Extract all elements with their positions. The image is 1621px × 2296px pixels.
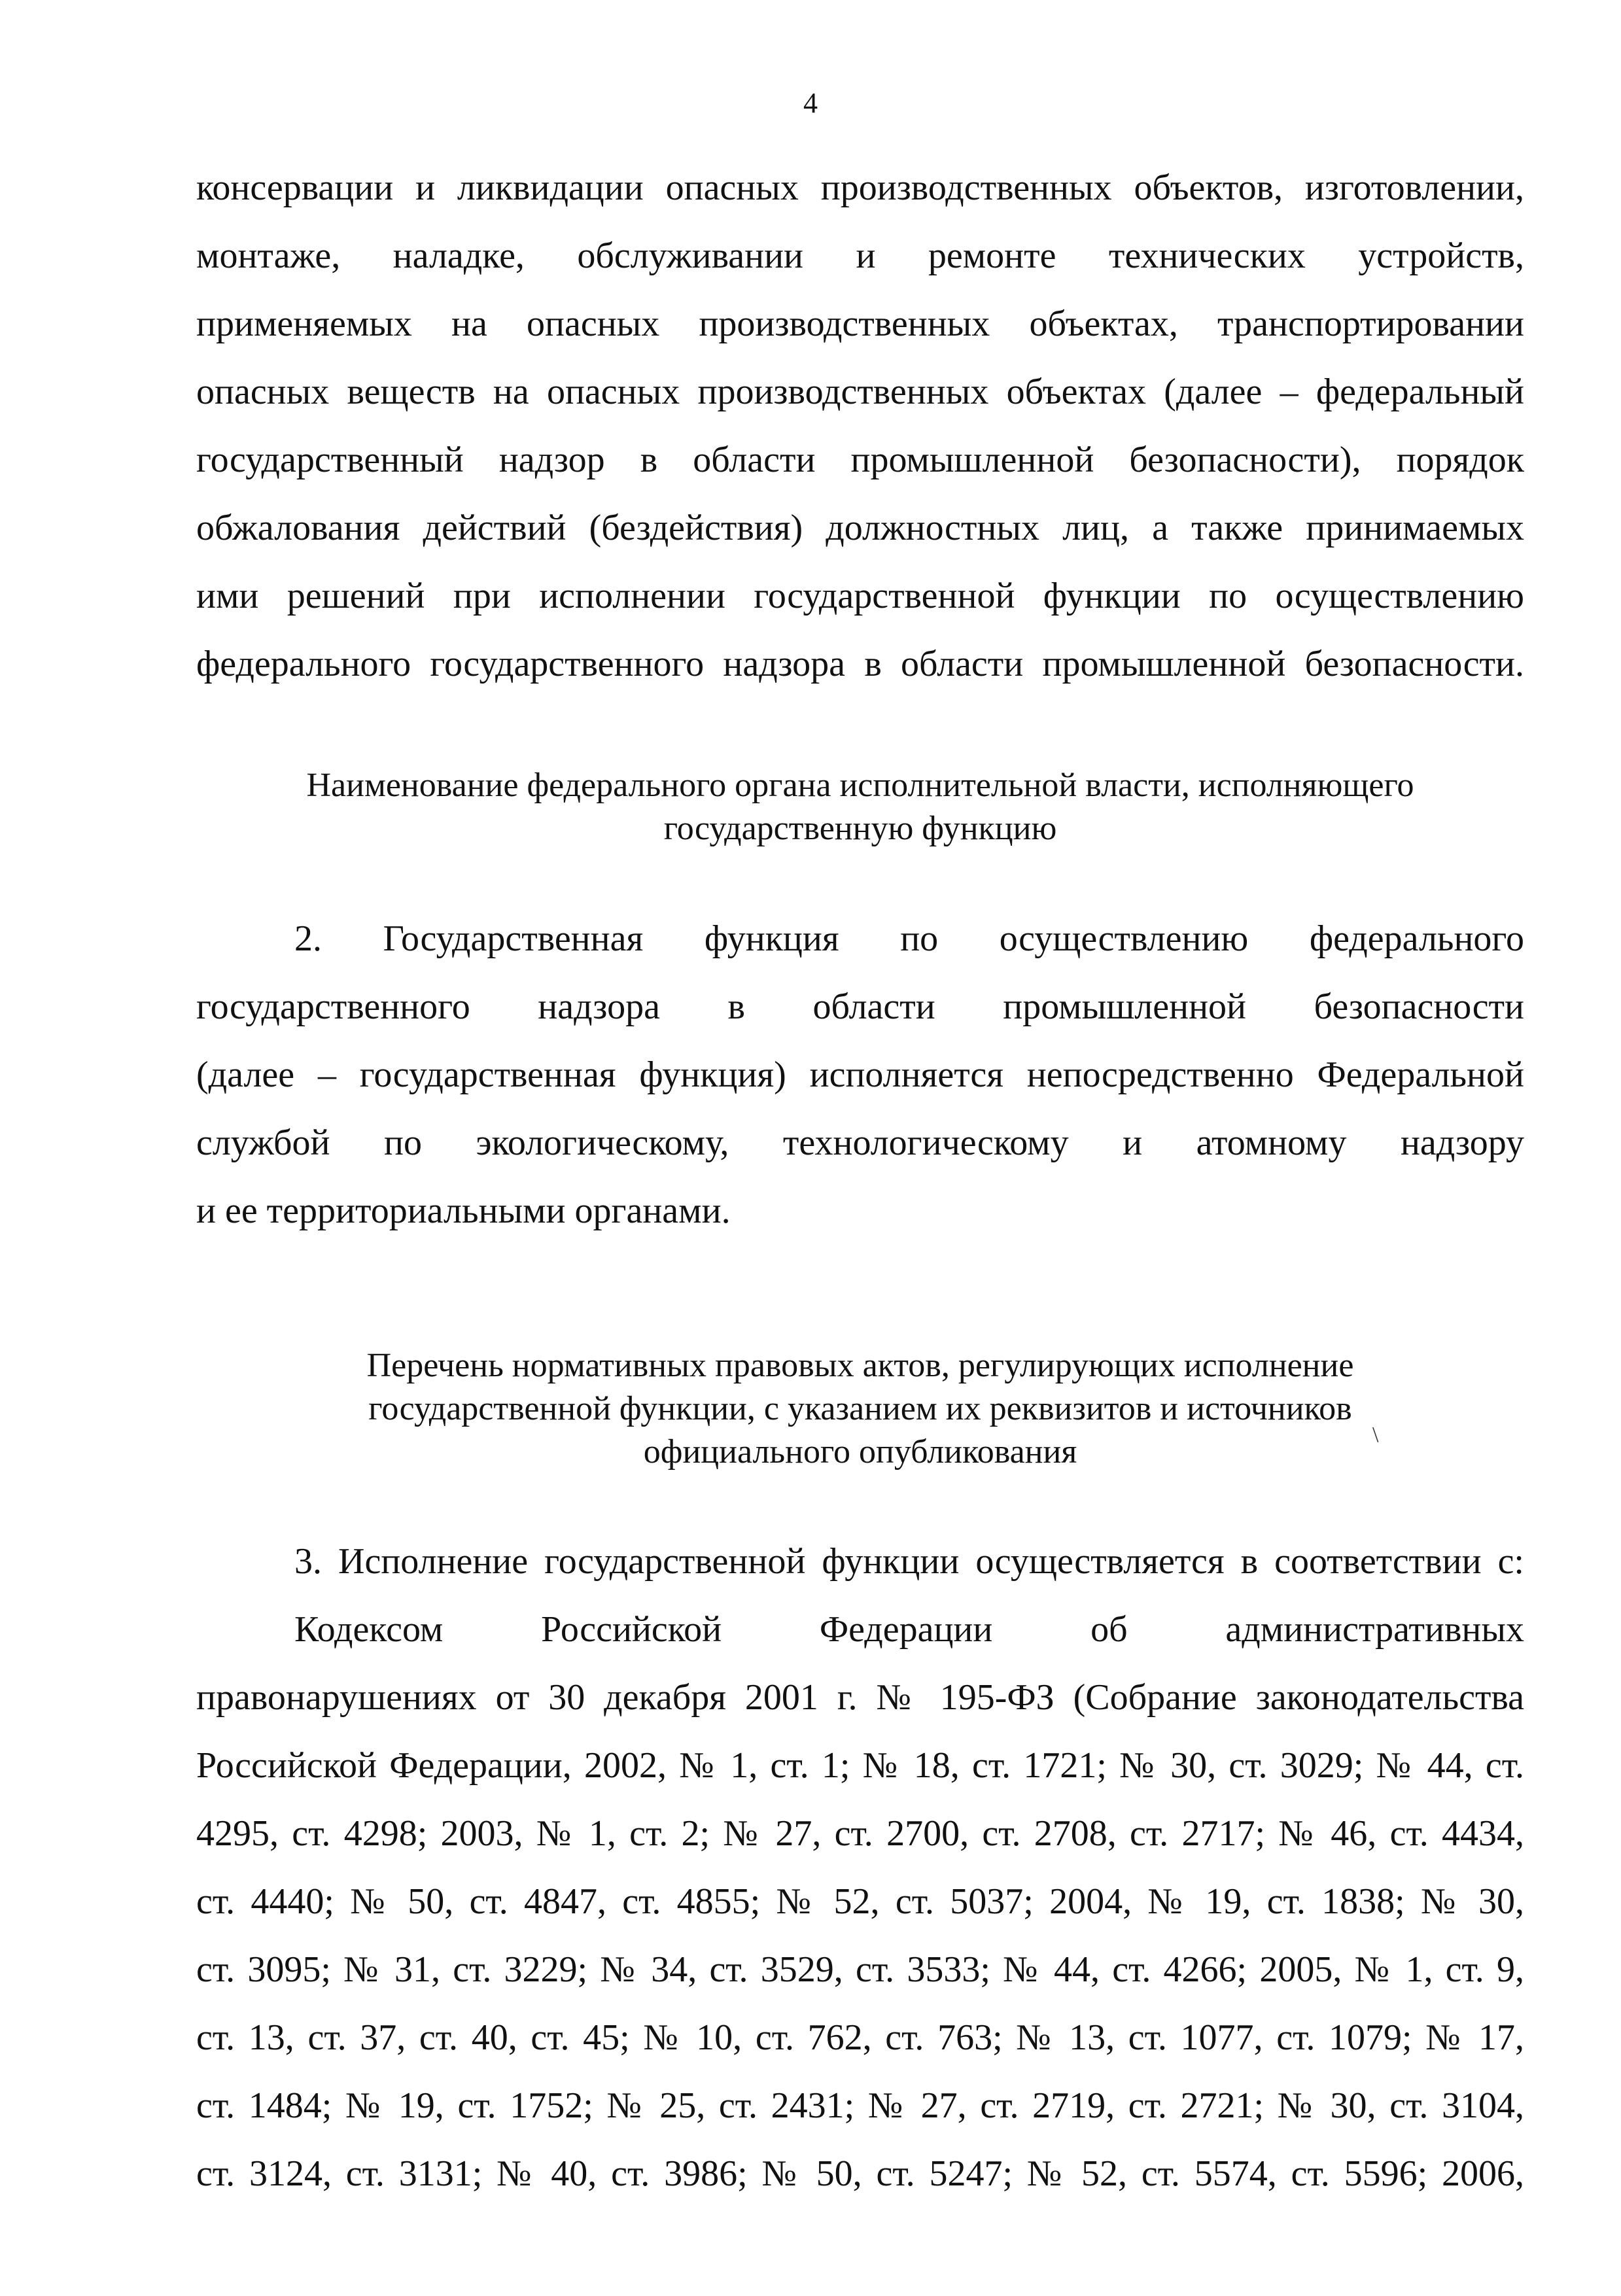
text-line: ст. 3124, ст. 3131; № 40, ст. 3986; № 50, ст. 5247; № 52, ст. 5574, ст. 5596; 2006, — [196, 2153, 1524, 2194]
paragraph-2 — [196, 905, 1524, 1245]
text-line: обжалования действий (бездействия) должностных лиц, а также принимаемых — [196, 508, 1524, 548]
text-line: федерального государственного надзора в области промышленной безопасности. — [196, 644, 1524, 684]
text-line: опасных веществ на опасных производственных объектах (далее – федеральный — [196, 372, 1524, 412]
text-line: применяемых на опасных производственных объектах, транспортировании — [196, 304, 1524, 344]
heading-line: Перечень нормативных правовых актов, регулирующих исполнение — [366, 1347, 1354, 1384]
heading-line: государственную функцию — [663, 810, 1057, 847]
heading-line: государственной функции, с указанием их реквизитов и источников — [368, 1390, 1352, 1427]
text-line: ст. 4440; № 50, ст. 4847, ст. 4855; № 52, ст. 5037; 2004, № 19, ст. 1838; № 30, — [196, 1881, 1524, 1922]
stray-mark: \ — [1372, 1423, 1379, 1447]
paragraph-3 — [196, 1527, 1524, 2208]
text-line: 4295, ст. 4298; 2003, № 1, ст. 2; № 27, ст. 2700, ст. 2708, ст. 2717; № 46, ст. 4434, — [196, 1813, 1524, 1854]
text-line: государственного надзора в области промышленной безопасности — [196, 986, 1524, 1027]
text-line: Кодексом Российской Федерации об административных — [294, 1609, 1524, 1650]
text-line: монтаже, наладке, обслуживании и ремонте технических устройств, — [196, 235, 1524, 276]
text-line: Российской Федерации, 2002, № 1, ст. 1; № 18, ст. 1721; № 30, ст. 3029; № 44, ст. — [196, 1745, 1524, 1786]
section-heading-legal-acts — [196, 1344, 1524, 1474]
text-line: правонарушениях от 30 декабря 2001 г. № 195-ФЗ (Собрание законодательства — [196, 1677, 1524, 1718]
text-line: государственный надзор в области промышленной безопасности), порядок — [196, 440, 1524, 480]
heading-line: Наименование федерального органа исполнительной власти, исполняющего — [306, 767, 1414, 804]
text-line: 2. Государственная функция по осуществлению федерального — [294, 918, 1524, 959]
heading-line: официального опубликования — [643, 1433, 1077, 1470]
text-line: (далее – государственная функция) исполняется непосредственно Федеральной — [196, 1054, 1524, 1095]
page-number: 4 — [803, 87, 818, 119]
text-line: 3. Исполнение государственной функции осуществляется в соответствии с: — [294, 1541, 1524, 1582]
text-line: ст. 3095; № 31, ст. 3229; № 34, ст. 3529, ст. 3533; № 44, ст. 4266; 2005, № 1, ст. 9, — [196, 1949, 1524, 1990]
text-line: ими решений при исполнении государственной функции по осуществлению — [196, 576, 1524, 616]
text-line: консервации и ликвидации опасных производственных объектов, изготовлении, — [196, 167, 1524, 208]
text-line: службой по экологическому, технологическому и атомному надзору — [196, 1122, 1524, 1163]
paragraph-intro — [196, 154, 1524, 698]
section-heading-executor — [196, 764, 1524, 850]
text-line: и ее территориальными органами. — [196, 1191, 731, 1231]
text-line: ст. 13, ст. 37, ст. 40, ст. 45; № 10, ст. 762, ст. 763; № 13, ст. 1077, ст. 1079; № 17, — [196, 2017, 1524, 2058]
text-line: ст. 1484; № 19, ст. 1752; № 25, ст. 2431; № 27, ст. 2719, ст. 2721; № 30, ст. 3104, — [196, 2085, 1524, 2126]
